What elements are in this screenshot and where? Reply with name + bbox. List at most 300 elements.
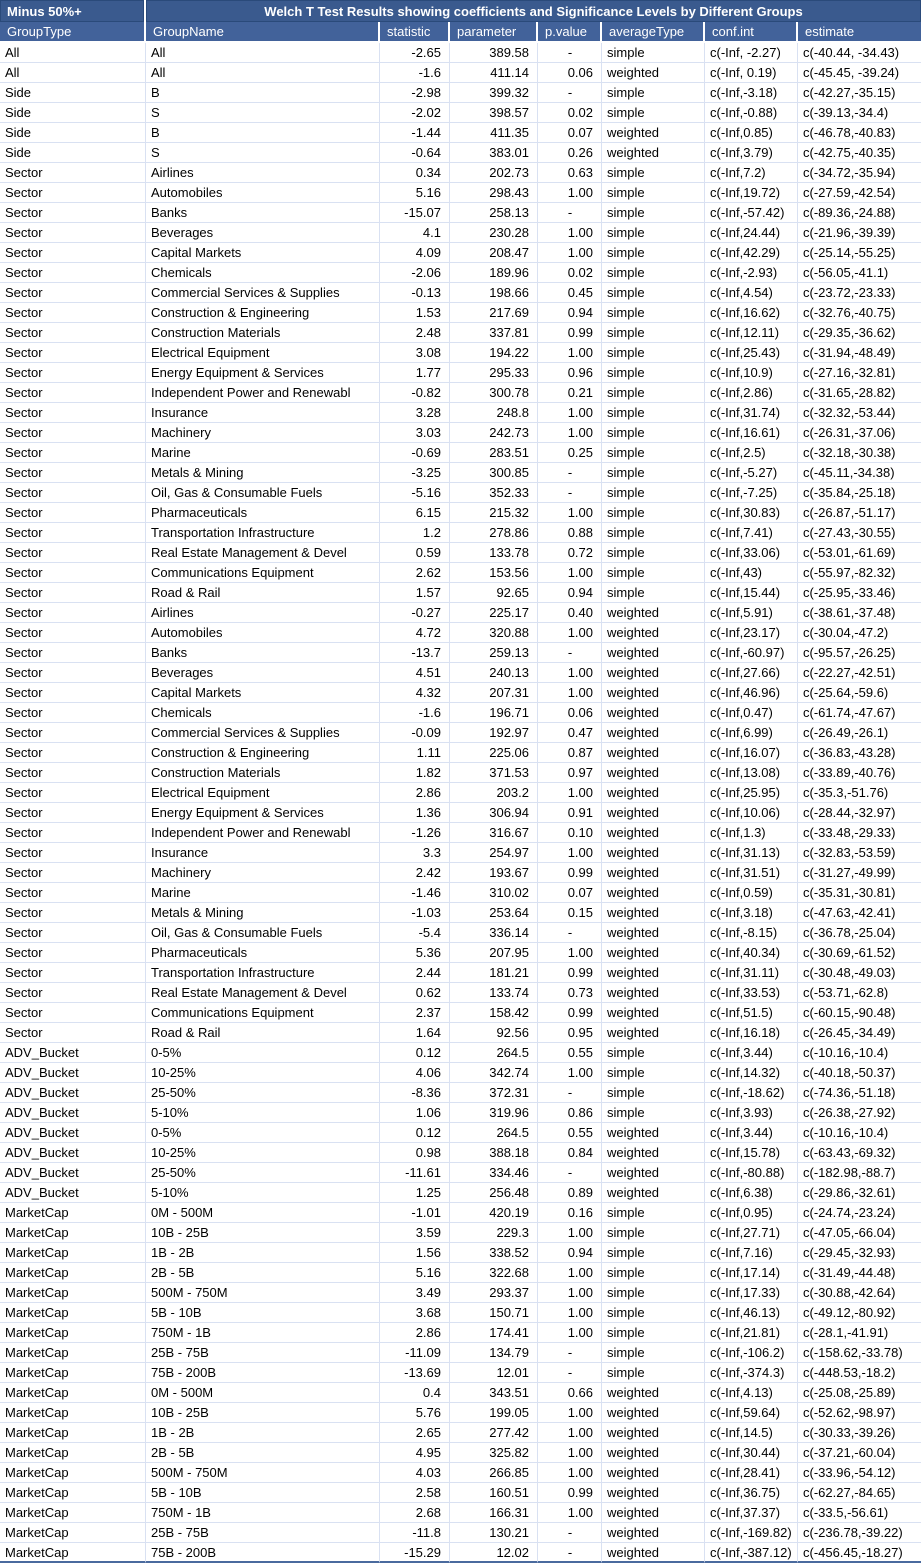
cell-grouptype[interactable]: Sector [0,883,146,903]
cell-pvalue[interactable]: 0.25 [538,443,602,463]
cell-estimate[interactable]: c(-30.88,-42.64) [798,1283,921,1303]
cell-grouptype[interactable]: All [0,63,146,83]
cell-groupname[interactable]: Banks [146,203,380,223]
cell-pvalue[interactable]: - [538,1083,602,1103]
cell-confint[interactable]: c(-Inf,4.54) [705,283,798,303]
cell-pvalue[interactable]: 0.21 [538,383,602,403]
cell-grouptype[interactable]: MarketCap [0,1523,146,1543]
cell-pvalue[interactable]: 1.00 [538,343,602,363]
cell-averagetype[interactable]: simple [602,1263,705,1283]
cell-parameter[interactable]: 266.85 [450,1463,538,1483]
cell-grouptype[interactable]: MarketCap [0,1243,146,1263]
cell-averagetype[interactable]: simple [602,523,705,543]
cell-confint[interactable]: c(-Inf,51.5) [705,1003,798,1023]
cell-estimate[interactable]: c(-10.16,-10.4) [798,1043,921,1063]
cell-groupname[interactable]: All [146,63,380,83]
cell-grouptype[interactable]: Sector [0,523,146,543]
cell-estimate[interactable]: c(-60.15,-90.48) [798,1003,921,1023]
cell-grouptype[interactable]: Sector [0,623,146,643]
cell-confint[interactable]: c(-Inf,40.34) [705,943,798,963]
cell-groupname[interactable]: 75B - 200B [146,1543,380,1563]
cell-confint[interactable]: c(-Inf,30.83) [705,503,798,523]
cell-pvalue[interactable]: 0.15 [538,903,602,923]
cell-parameter[interactable]: 166.31 [450,1503,538,1523]
cell-pvalue[interactable]: 0.88 [538,523,602,543]
cell-grouptype[interactable]: ADV_Bucket [0,1043,146,1063]
cell-estimate[interactable]: c(-45.45, -39.24) [798,63,921,83]
cell-averagetype[interactable]: weighted [602,1383,705,1403]
cell-grouptype[interactable]: Sector [0,923,146,943]
cell-grouptype[interactable]: MarketCap [0,1483,146,1503]
cell-confint[interactable]: c(-Inf,27.71) [705,1223,798,1243]
cell-confint[interactable]: c(-Inf,16.07) [705,743,798,763]
cell-groupname[interactable]: 25B - 75B [146,1523,380,1543]
cell-groupname[interactable]: Independent Power and Renewabl [146,823,380,843]
cell-averagetype[interactable]: weighted [602,1003,705,1023]
cell-parameter[interactable]: 248.8 [450,403,538,423]
cell-confint[interactable]: c(-Inf,-57.42) [705,203,798,223]
cell-groupname[interactable]: 0-5% [146,1123,380,1143]
cell-estimate[interactable]: c(-95.57,-26.25) [798,643,921,663]
cell-parameter[interactable]: 389.58 [450,43,538,63]
cell-parameter[interactable]: 242.73 [450,423,538,443]
cell-confint[interactable]: c(-Inf,14.32) [705,1063,798,1083]
cell-statistic[interactable]: -0.27 [380,603,450,623]
cell-parameter[interactable]: 194.22 [450,343,538,363]
cell-groupname[interactable]: Capital Markets [146,683,380,703]
cell-grouptype[interactable]: Sector [0,903,146,923]
cell-estimate[interactable]: c(-29.35,-36.62) [798,323,921,343]
cell-parameter[interactable]: 203.2 [450,783,538,803]
cell-groupname[interactable]: Machinery [146,423,380,443]
cell-averagetype[interactable]: weighted [602,623,705,643]
cell-grouptype[interactable]: Sector [0,643,146,663]
cell-statistic[interactable]: -0.69 [380,443,450,463]
cell-statistic[interactable]: 1.11 [380,743,450,763]
cell-confint[interactable]: c(-Inf,33.53) [705,983,798,1003]
cell-pvalue[interactable]: 0.99 [538,1003,602,1023]
cell-statistic[interactable]: -15.07 [380,203,450,223]
cell-statistic[interactable]: -1.44 [380,123,450,143]
cell-groupname[interactable]: 2B - 5B [146,1263,380,1283]
cell-parameter[interactable]: 258.13 [450,203,538,223]
cell-pvalue[interactable]: 1.00 [538,623,602,643]
cell-pvalue[interactable]: 0.89 [538,1183,602,1203]
cell-groupname[interactable]: Pharmaceuticals [146,943,380,963]
cell-averagetype[interactable]: simple [602,283,705,303]
cell-groupname[interactable]: 500M - 750M [146,1463,380,1483]
cell-groupname[interactable]: 0M - 500M [146,1383,380,1403]
cell-groupname[interactable]: 5B - 10B [146,1303,380,1323]
cell-parameter[interactable]: 153.56 [450,563,538,583]
cell-parameter[interactable]: 198.66 [450,283,538,303]
cell-confint[interactable]: c(-Inf,-7.25) [705,483,798,503]
cell-groupname[interactable]: Automobiles [146,623,380,643]
cell-groupname[interactable]: Chemicals [146,703,380,723]
cell-estimate[interactable]: c(-25.64,-59.6) [798,683,921,703]
cell-statistic[interactable]: 4.32 [380,683,450,703]
cell-confint[interactable]: c(-Inf,4.13) [705,1383,798,1403]
cell-parameter[interactable]: 325.82 [450,1443,538,1463]
cell-pvalue[interactable]: 1.00 [538,403,602,423]
cell-confint[interactable]: c(-Inf,59.64) [705,1403,798,1423]
cell-parameter[interactable]: 320.88 [450,623,538,643]
cell-grouptype[interactable]: Sector [0,483,146,503]
cell-estimate[interactable]: c(-32.76,-40.75) [798,303,921,323]
cell-estimate[interactable]: c(-33.5,-56.61) [798,1503,921,1523]
cell-statistic[interactable]: -1.01 [380,1203,450,1223]
cell-grouptype[interactable]: MarketCap [0,1263,146,1283]
cell-parameter[interactable]: 12.02 [450,1543,538,1563]
cell-parameter[interactable]: 343.51 [450,1383,538,1403]
column-header-estimate[interactable]: estimate [798,22,921,43]
cell-groupname[interactable]: 75B - 200B [146,1363,380,1383]
cell-grouptype[interactable]: MarketCap [0,1443,146,1463]
cell-statistic[interactable]: -0.13 [380,283,450,303]
cell-groupname[interactable]: Construction & Engineering [146,743,380,763]
cell-confint[interactable]: c(-Inf,15.78) [705,1143,798,1163]
cell-statistic[interactable]: -15.29 [380,1543,450,1563]
cell-grouptype[interactable]: Sector [0,963,146,983]
cell-statistic[interactable]: 3.3 [380,843,450,863]
cell-confint[interactable]: c(-Inf,7.2) [705,163,798,183]
cell-confint[interactable]: c(-Inf,17.33) [705,1283,798,1303]
cell-estimate[interactable]: c(-53.01,-61.69) [798,543,921,563]
cell-parameter[interactable]: 295.33 [450,363,538,383]
cell-averagetype[interactable]: simple [602,543,705,563]
cell-grouptype[interactable]: MarketCap [0,1363,146,1383]
cell-averagetype[interactable]: weighted [602,883,705,903]
cell-estimate[interactable]: c(-10.16,-10.4) [798,1123,921,1143]
cell-confint[interactable]: c(-Inf,21.81) [705,1323,798,1343]
cell-estimate[interactable]: c(-30.48,-49.03) [798,963,921,983]
cell-estimate[interactable]: c(-26.45,-34.49) [798,1023,921,1043]
column-header-statistic[interactable]: statistic [380,22,450,43]
cell-parameter[interactable]: 259.13 [450,643,538,663]
cell-groupname[interactable]: Energy Equipment & Services [146,363,380,383]
cell-parameter[interactable]: 208.47 [450,243,538,263]
cell-statistic[interactable]: 5.36 [380,943,450,963]
cell-parameter[interactable]: 158.42 [450,1003,538,1023]
cell-confint[interactable]: c(-Inf,16.61) [705,423,798,443]
cell-statistic[interactable]: 0.98 [380,1143,450,1163]
cell-statistic[interactable]: 1.2 [380,523,450,543]
cell-averagetype[interactable]: weighted [602,1183,705,1203]
cell-parameter[interactable]: 229.3 [450,1223,538,1243]
cell-averagetype[interactable]: simple [602,323,705,343]
cell-estimate[interactable]: c(-158.62,-33.78) [798,1343,921,1363]
cell-statistic[interactable]: 3.08 [380,343,450,363]
cell-parameter[interactable]: 12.01 [450,1363,538,1383]
cell-estimate[interactable]: c(-42.27,-35.15) [798,83,921,103]
cell-groupname[interactable]: Energy Equipment & Services [146,803,380,823]
cell-parameter[interactable]: 192.97 [450,723,538,743]
cell-pvalue[interactable]: 0.40 [538,603,602,623]
cell-parameter[interactable]: 193.67 [450,863,538,883]
cell-groupname[interactable]: Insurance [146,843,380,863]
cell-pvalue[interactable]: 0.91 [538,803,602,823]
cell-estimate[interactable]: c(-32.18,-30.38) [798,443,921,463]
cell-statistic[interactable]: 0.12 [380,1123,450,1143]
cell-statistic[interactable]: 6.15 [380,503,450,523]
cell-statistic[interactable]: 5.16 [380,1263,450,1283]
cell-statistic[interactable]: 2.65 [380,1423,450,1443]
cell-statistic[interactable]: 3.68 [380,1303,450,1323]
cell-pvalue[interactable]: 0.07 [538,883,602,903]
cell-parameter[interactable]: 92.56 [450,1023,538,1043]
cell-estimate[interactable]: c(-35.84,-25.18) [798,483,921,503]
cell-averagetype[interactable]: simple [602,563,705,583]
cell-estimate[interactable]: c(-29.45,-32.93) [798,1243,921,1263]
cell-confint[interactable]: c(-Inf,6.38) [705,1183,798,1203]
cell-estimate[interactable]: c(-63.43,-69.32) [798,1143,921,1163]
cell-grouptype[interactable]: Sector [0,423,146,443]
cell-confint[interactable]: c(-Inf,7.41) [705,523,798,543]
cell-statistic[interactable]: 0.59 [380,543,450,563]
cell-statistic[interactable]: -11.8 [380,1523,450,1543]
cell-pvalue[interactable]: - [538,1163,602,1183]
cell-parameter[interactable]: 277.42 [450,1423,538,1443]
cell-pvalue[interactable]: 1.00 [538,563,602,583]
cell-statistic[interactable]: -1.46 [380,883,450,903]
cell-averagetype[interactable]: weighted [602,1483,705,1503]
cell-statistic[interactable]: 3.49 [380,1283,450,1303]
cell-averagetype[interactable]: weighted [602,1523,705,1543]
cell-parameter[interactable]: 306.94 [450,803,538,823]
cell-statistic[interactable]: 1.06 [380,1103,450,1123]
cell-groupname[interactable]: All [146,43,380,63]
cell-statistic[interactable]: 2.62 [380,563,450,583]
cell-parameter[interactable]: 160.51 [450,1483,538,1503]
cell-averagetype[interactable]: simple [602,243,705,263]
cell-groupname[interactable]: Transportation Infrastructure [146,963,380,983]
cell-estimate[interactable]: c(-33.96,-54.12) [798,1463,921,1483]
cell-grouptype[interactable]: MarketCap [0,1503,146,1523]
cell-averagetype[interactable]: weighted [602,863,705,883]
cell-pvalue[interactable]: 0.99 [538,963,602,983]
cell-grouptype[interactable]: MarketCap [0,1403,146,1423]
cell-groupname[interactable]: B [146,83,380,103]
cell-pvalue[interactable]: - [538,1523,602,1543]
cell-confint[interactable]: c(-Inf,25.95) [705,783,798,803]
cell-grouptype[interactable]: Sector [0,443,146,463]
cell-statistic[interactable]: 2.37 [380,1003,450,1023]
cell-statistic[interactable]: 4.03 [380,1463,450,1483]
cell-estimate[interactable]: c(-47.05,-66.04) [798,1223,921,1243]
cell-confint[interactable]: c(-Inf,6.99) [705,723,798,743]
cell-grouptype[interactable]: Side [0,103,146,123]
cell-statistic[interactable]: -1.6 [380,703,450,723]
cell-confint[interactable]: c(-Inf,1.3) [705,823,798,843]
cell-grouptype[interactable]: Sector [0,843,146,863]
cell-confint[interactable]: c(-Inf,31.74) [705,403,798,423]
cell-grouptype[interactable]: ADV_Bucket [0,1183,146,1203]
cell-confint[interactable]: c(-Inf,0.95) [705,1203,798,1223]
cell-confint[interactable]: c(-Inf,16.62) [705,303,798,323]
cell-pvalue[interactable]: - [538,1363,602,1383]
cell-grouptype[interactable]: MarketCap [0,1543,146,1563]
cell-statistic[interactable]: -0.82 [380,383,450,403]
cell-averagetype[interactable]: weighted [602,1503,705,1523]
cell-averagetype[interactable]: weighted [602,1023,705,1043]
cell-pvalue[interactable]: 1.00 [538,1403,602,1423]
cell-confint[interactable]: c(-Inf,-8.15) [705,923,798,943]
cell-averagetype[interactable]: weighted [602,603,705,623]
cell-groupname[interactable]: Communications Equipment [146,563,380,583]
cell-grouptype[interactable]: Sector [0,863,146,883]
cell-estimate[interactable]: c(-53.71,-62.8) [798,983,921,1003]
cell-pvalue[interactable]: 0.84 [538,1143,602,1163]
cell-pvalue[interactable]: 0.94 [538,583,602,603]
cell-confint[interactable]: c(-Inf,-3.18) [705,83,798,103]
cell-groupname[interactable]: Construction Materials [146,323,380,343]
cell-grouptype[interactable]: All [0,43,146,63]
cell-averagetype[interactable]: weighted [602,903,705,923]
cell-statistic[interactable]: -1.03 [380,903,450,923]
cell-pvalue[interactable]: 0.73 [538,983,602,1003]
cell-statistic[interactable]: -13.69 [380,1363,450,1383]
cell-groupname[interactable]: 25B - 75B [146,1343,380,1363]
cell-groupname[interactable]: Beverages [146,663,380,683]
cell-grouptype[interactable]: Sector [0,763,146,783]
cell-groupname[interactable]: Road & Rail [146,1023,380,1043]
cell-estimate[interactable]: c(-34.72,-35.94) [798,163,921,183]
cell-pvalue[interactable]: 0.94 [538,1243,602,1263]
cell-groupname[interactable]: B [146,123,380,143]
cell-parameter[interactable]: 316.67 [450,823,538,843]
cell-pvalue[interactable]: 1.00 [538,1283,602,1303]
cell-averagetype[interactable]: simple [602,1303,705,1323]
cell-groupname[interactable]: Capital Markets [146,243,380,263]
cell-pvalue[interactable]: - [538,203,602,223]
cell-parameter[interactable]: 130.21 [450,1523,538,1543]
cell-averagetype[interactable]: weighted [602,743,705,763]
cell-grouptype[interactable]: ADV_Bucket [0,1163,146,1183]
cell-confint[interactable]: c(-Inf,3.93) [705,1103,798,1123]
cell-parameter[interactable]: 207.31 [450,683,538,703]
cell-statistic[interactable]: -2.02 [380,103,450,123]
cell-groupname[interactable]: S [146,143,380,163]
cell-estimate[interactable]: c(-30.04,-47.2) [798,623,921,643]
cell-confint[interactable]: c(-Inf,3.44) [705,1043,798,1063]
cell-groupname[interactable]: Marine [146,443,380,463]
cell-parameter[interactable]: 264.5 [450,1043,538,1063]
cell-statistic[interactable]: -5.16 [380,483,450,503]
cell-estimate[interactable]: c(-236.78,-39.22) [798,1523,921,1543]
cell-statistic[interactable]: 5.76 [380,1403,450,1423]
cell-parameter[interactable]: 278.86 [450,523,538,543]
cell-averagetype[interactable]: weighted [602,1423,705,1443]
cell-confint[interactable]: c(-Inf,31.13) [705,843,798,863]
cell-groupname[interactable]: Metals & Mining [146,903,380,923]
cell-averagetype[interactable]: simple [602,343,705,363]
cell-parameter[interactable]: 310.02 [450,883,538,903]
cell-averagetype[interactable]: weighted [602,763,705,783]
cell-groupname[interactable]: Chemicals [146,263,380,283]
cell-groupname[interactable]: Real Estate Management & Devel [146,543,380,563]
cell-confint[interactable]: c(-Inf,-387.12) [705,1543,798,1563]
cell-statistic[interactable]: 1.57 [380,583,450,603]
cell-parameter[interactable]: 383.01 [450,143,538,163]
cell-averagetype[interactable]: simple [602,1083,705,1103]
column-header-confint[interactable]: conf.int [705,22,798,43]
cell-averagetype[interactable]: weighted [602,643,705,663]
cell-confint[interactable]: c(-Inf,25.43) [705,343,798,363]
cell-grouptype[interactable]: Sector [0,303,146,323]
cell-grouptype[interactable]: ADV_Bucket [0,1123,146,1143]
cell-averagetype[interactable]: simple [602,263,705,283]
cell-pvalue[interactable]: - [538,43,602,63]
cell-estimate[interactable]: c(-27.16,-32.81) [798,363,921,383]
cell-estimate[interactable]: c(-31.49,-44.48) [798,1263,921,1283]
cell-estimate[interactable]: c(-52.62,-98.97) [798,1403,921,1423]
cell-statistic[interactable]: 4.06 [380,1063,450,1083]
cell-confint[interactable]: c(-Inf,-0.88) [705,103,798,123]
cell-groupname[interactable]: 5-10% [146,1183,380,1203]
cell-grouptype[interactable]: Side [0,123,146,143]
cell-parameter[interactable]: 300.78 [450,383,538,403]
cell-statistic[interactable]: 2.42 [380,863,450,883]
cell-averagetype[interactable]: weighted [602,783,705,803]
cell-parameter[interactable]: 225.06 [450,743,538,763]
cell-grouptype[interactable]: Sector [0,783,146,803]
cell-averagetype[interactable]: simple [602,1103,705,1123]
cell-parameter[interactable]: 420.19 [450,1203,538,1223]
cell-grouptype[interactable]: Sector [0,823,146,843]
cell-grouptype[interactable]: Sector [0,323,146,343]
cell-estimate[interactable]: c(-24.74,-23.24) [798,1203,921,1223]
cell-parameter[interactable]: 189.96 [450,263,538,283]
cell-pvalue[interactable]: 0.16 [538,1203,602,1223]
cell-parameter[interactable]: 230.28 [450,223,538,243]
cell-pvalue[interactable]: 1.00 [538,503,602,523]
cell-statistic[interactable]: 4.72 [380,623,450,643]
cell-confint[interactable]: c(-Inf,2.86) [705,383,798,403]
cell-parameter[interactable]: 319.96 [450,1103,538,1123]
cell-averagetype[interactable]: weighted [602,123,705,143]
cell-groupname[interactable]: Commercial Services & Supplies [146,283,380,303]
cell-confint[interactable]: c(-Inf,-60.97) [705,643,798,663]
cell-groupname[interactable]: 750M - 1B [146,1503,380,1523]
cell-parameter[interactable]: 256.48 [450,1183,538,1203]
cell-statistic[interactable]: 2.44 [380,963,450,983]
cell-grouptype[interactable]: Sector [0,703,146,723]
cell-pvalue[interactable]: 0.99 [538,863,602,883]
cell-statistic[interactable]: -13.7 [380,643,450,663]
cell-statistic[interactable]: 0.4 [380,1383,450,1403]
cell-pvalue[interactable]: 1.00 [538,1223,602,1243]
cell-statistic[interactable]: 3.03 [380,423,450,443]
cell-grouptype[interactable]: Sector [0,403,146,423]
cell-estimate[interactable]: c(-45.11,-34.38) [798,463,921,483]
cell-confint[interactable]: c(-Inf,5.91) [705,603,798,623]
cell-confint[interactable]: c(-Inf,16.18) [705,1023,798,1043]
cell-grouptype[interactable]: MarketCap [0,1223,146,1243]
cell-estimate[interactable]: c(-62.27,-84.65) [798,1483,921,1503]
cell-parameter[interactable]: 202.73 [450,163,538,183]
cell-grouptype[interactable]: Sector [0,543,146,563]
cell-parameter[interactable]: 411.14 [450,63,538,83]
cell-estimate[interactable]: c(-32.83,-53.59) [798,843,921,863]
cell-parameter[interactable]: 92.65 [450,583,538,603]
cell-statistic[interactable]: 5.16 [380,183,450,203]
cell-pvalue[interactable]: 0.02 [538,103,602,123]
cell-averagetype[interactable]: simple [602,1063,705,1083]
cell-grouptype[interactable]: MarketCap [0,1323,146,1343]
cell-estimate[interactable]: c(-26.87,-51.17) [798,503,921,523]
cell-averagetype[interactable]: weighted [602,983,705,1003]
cell-parameter[interactable]: 337.81 [450,323,538,343]
